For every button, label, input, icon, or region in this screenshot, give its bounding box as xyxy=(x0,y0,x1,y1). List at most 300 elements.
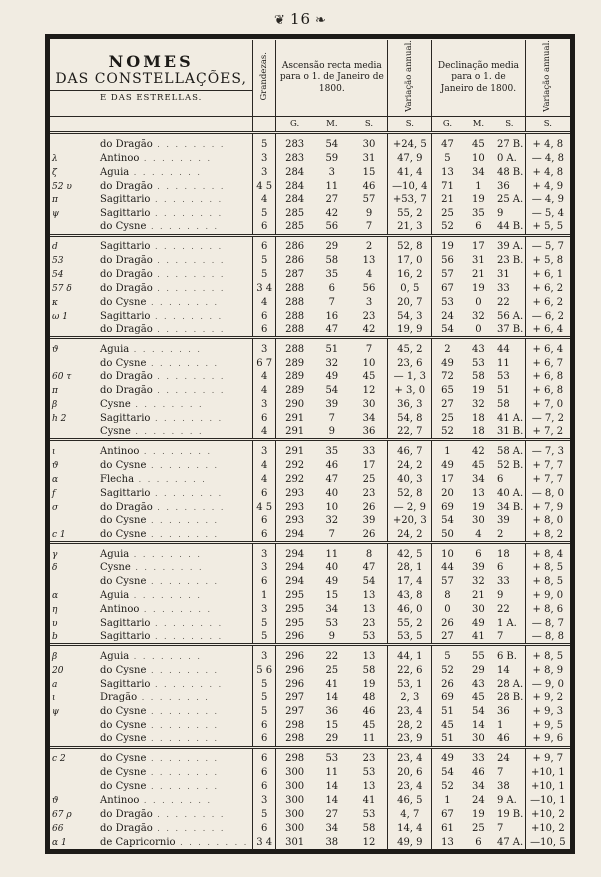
star-designation: ψ xyxy=(52,707,60,718)
dec-seconds-value: 14 xyxy=(497,664,510,676)
dec-degrees-cell: 5 xyxy=(432,650,463,664)
magnitude-cell: 3 4 xyxy=(253,282,276,296)
page-number-text: 16 xyxy=(289,10,312,28)
ra-seconds-cell: 42 xyxy=(362,323,376,335)
star-name-cell xyxy=(50,371,253,385)
ra-annual-variation-cell: 23, 6 xyxy=(388,357,432,371)
dec-minutes-cell: 41 xyxy=(472,630,485,642)
mag-subheader xyxy=(253,117,276,133)
constellation-name: do Dragão xyxy=(100,282,153,294)
magnitude-header xyxy=(253,40,276,117)
ra-seconds-cell: 53 xyxy=(362,808,376,820)
dec-seconds-cell xyxy=(494,501,525,515)
dec-annual-variation-cell: — 7, 2 xyxy=(525,412,570,426)
dec-annual-variation-cell: — 5, 4 xyxy=(525,207,570,221)
dec-seconds-value: 40 xyxy=(497,487,510,499)
ra-annual-variation-cell: 20, 6 xyxy=(388,766,432,780)
annual-variation-dec-header xyxy=(525,40,570,117)
magnitude-cell: 3 xyxy=(253,561,276,575)
table-row xyxy=(50,324,570,338)
ra-seconds-cell: 12 xyxy=(362,385,376,397)
dec-minutes-cell: 10 xyxy=(472,152,485,164)
dec-minutes-cell: 0 xyxy=(475,323,482,335)
ra-minutes-cell: 7 xyxy=(328,413,335,425)
constellation-name: Aguia xyxy=(100,166,130,178)
dec-annual-variation-cell: +10, 1 xyxy=(525,780,570,794)
ra-degrees-cell: 292 xyxy=(276,459,313,473)
dec-annual-variation-cell: + 8, 5 xyxy=(525,575,570,589)
leader-dots: . . . . . . . . xyxy=(152,270,226,280)
dec-seconds-cell xyxy=(494,296,525,310)
ra-minutes-cell: 49 xyxy=(325,576,339,588)
star-designation: η xyxy=(52,604,58,615)
constellation-name: do Dragão xyxy=(100,180,153,192)
star-designation: ϑ xyxy=(52,460,59,471)
table-row xyxy=(50,752,570,766)
leader-dots: . . . . . . . . xyxy=(146,665,220,675)
dec-annual-variation-cell: + 4, 8 xyxy=(525,166,570,180)
dec-annual-variation-cell: + 8, 5 xyxy=(525,650,570,664)
star-name-cell xyxy=(50,296,253,310)
constellation-name: Sagittario xyxy=(100,241,151,253)
dec-degrees-cell: 20 xyxy=(432,487,463,501)
magnitude-cell: 5 xyxy=(253,207,276,221)
dec-annual-variation-cell: + 6, 8 xyxy=(525,384,570,398)
dec-degrees-cell: 49 xyxy=(432,752,463,766)
star-name-cell xyxy=(50,752,253,766)
ra-degrees-cell: 294 xyxy=(276,561,313,575)
dec-seconds-value: 47 xyxy=(497,836,510,848)
star-name-cell xyxy=(50,705,253,719)
ra-minutes-cell: 59 xyxy=(325,152,339,164)
dec-minutes-cell: 58 xyxy=(472,371,485,383)
dec-seconds-value: 7 xyxy=(497,767,504,779)
ra-annual-variation-cell: 2, 3 xyxy=(388,692,432,706)
ra-annual-variation-cell: +20, 3 xyxy=(388,515,432,529)
ra-minutes-cell: 6 xyxy=(328,282,335,294)
dec-annual-variation-cell: —10, 1 xyxy=(525,794,570,808)
constellation-name: do Dragão xyxy=(100,822,153,834)
ra-minutes-cell: 38 xyxy=(325,836,339,848)
constellation-name: do Cysne xyxy=(100,664,147,676)
dec-direction: B. xyxy=(506,650,517,662)
constellation-name: Cysne xyxy=(100,562,131,574)
leader-dots: . . . . . . . . xyxy=(146,768,219,778)
dec-minutes-cell: 24 xyxy=(472,794,485,806)
ra-minutes-cell: 27 xyxy=(325,194,339,206)
dec-annual-variation-cell: +10, 2 xyxy=(525,822,570,836)
dec-direction: A. xyxy=(512,241,524,253)
star-name-cell xyxy=(50,193,253,207)
ra-minutes-cell: 9 xyxy=(328,630,335,642)
star-designation: 66 xyxy=(52,823,64,834)
leader-dots: . . . . . . . . xyxy=(129,549,202,559)
magnitude-cell: 4 5 xyxy=(253,180,276,194)
dec-annual-variation-cell: + 6, 2 xyxy=(525,282,570,296)
dec-minutes-cell: 17 xyxy=(472,241,485,253)
star-name-cell xyxy=(50,473,253,487)
ra-seconds-cell: 57 xyxy=(362,194,376,206)
dec-degrees-cell: 67 xyxy=(432,282,463,296)
magnitude-cell: 4 5 xyxy=(253,501,276,515)
dec-seconds-cell xyxy=(494,719,525,733)
ra-seconds-subheader: S. xyxy=(351,117,388,133)
dec-minutes-cell: 21 xyxy=(472,269,485,281)
dec-seconds-value: 33 xyxy=(497,282,510,294)
leader-dots: . . . . . . . . xyxy=(130,563,204,573)
ra-degrees-cell: 295 xyxy=(276,589,313,603)
table-row xyxy=(50,822,570,836)
dec-degrees-cell: 13 xyxy=(432,836,463,850)
constellation-name: Cysne xyxy=(100,426,131,438)
constellation-name: de Cysne xyxy=(100,767,147,779)
table-row xyxy=(50,180,570,194)
dec-minutes-cell: 25 xyxy=(472,822,485,834)
ra-minutes-cell: 10 xyxy=(325,501,339,513)
dec-seconds-cell xyxy=(494,166,525,180)
ra-annual-variation-cell: +24, 5 xyxy=(388,138,432,152)
table-row xyxy=(50,412,570,426)
star-name-cell xyxy=(50,631,253,645)
dec-seconds-value: 56 xyxy=(497,310,510,322)
table-row xyxy=(50,138,570,152)
table-row xyxy=(50,780,570,794)
dec-minutes-cell: 19 xyxy=(472,282,485,294)
ra-degrees-cell: 298 xyxy=(276,752,313,766)
ra-annual-variation-cell: 47, 9 xyxy=(388,152,432,166)
ra-seconds-cell: 4 xyxy=(365,269,373,281)
ra-seconds-cell: 13 xyxy=(362,590,376,602)
star-name-cell xyxy=(50,603,253,617)
ra-seconds-cell: 53 xyxy=(362,767,376,779)
ra-annual-variation-cell: 28, 2 xyxy=(388,719,432,733)
ra-seconds-cell: 58 xyxy=(362,822,376,834)
dec-seconds-value: 6 xyxy=(497,562,504,574)
magnitude-cell: 3 xyxy=(253,445,276,459)
table-row xyxy=(50,282,570,296)
dec-degrees-cell: 52 xyxy=(432,221,463,235)
ra-seconds-cell: 31 xyxy=(362,152,376,164)
ra-degrees-cell: 288 xyxy=(276,296,313,310)
magnitude-cell: 3 xyxy=(253,650,276,664)
dec-minutes-cell: 32 xyxy=(472,576,485,588)
leader-dots: . . . . . . . . xyxy=(152,372,226,382)
ra-degrees-cell: 296 xyxy=(276,650,313,664)
leader-dots: . . . . . . . . xyxy=(152,283,226,293)
constellation-name: do Dragão xyxy=(100,255,153,267)
dec-direction: B. xyxy=(512,323,524,335)
dec-direction: B. xyxy=(512,459,524,471)
magnitude-cell: 6 xyxy=(253,780,276,794)
ra-minutes-cell: 29 xyxy=(325,733,339,745)
star-name-cell xyxy=(50,808,253,822)
star-name-cell xyxy=(50,822,253,836)
leader-dots: . . . . . . . . xyxy=(150,631,224,641)
dec-degrees-cell: 71 xyxy=(432,180,463,194)
dec-annual-variation-cell: + 7, 7 xyxy=(525,473,570,487)
star-designation: c 2 xyxy=(52,754,66,765)
magnitude-header-label: Grandezas. xyxy=(258,51,269,101)
star-designation: c 1 xyxy=(52,529,66,540)
dec-direction: B. xyxy=(512,692,524,704)
ra-minutes-cell: 11 xyxy=(325,548,339,560)
dec-annual-variation-cell: — 4, 9 xyxy=(525,193,570,207)
dec-seconds-value: 2 xyxy=(497,528,504,540)
dec-direction: B. xyxy=(512,138,524,150)
dec-direction: A. xyxy=(512,678,524,690)
leader-dots: . . . . . . . . xyxy=(152,256,226,266)
table-row xyxy=(50,357,570,371)
table-row xyxy=(50,384,570,398)
ra-seconds-cell: 46 xyxy=(362,706,376,718)
ra-degrees-cell: 300 xyxy=(276,766,313,780)
star-name-cell xyxy=(50,357,253,371)
ra-seconds-cell: 45 xyxy=(362,720,376,732)
ra-degrees-cell: 300 xyxy=(276,808,313,822)
table-row xyxy=(50,459,570,473)
dec-direction: A. xyxy=(512,310,524,322)
table-row xyxy=(50,808,570,822)
star-name-cell xyxy=(50,836,253,850)
ra-annual-variation-cell: 23, 4 xyxy=(388,752,432,766)
dec-annual-variation-cell: + 6, 1 xyxy=(525,268,570,282)
ra-minutes-cell: 39 xyxy=(325,399,339,411)
ra-annual-variation-cell: 52, 8 xyxy=(388,487,432,501)
dec-annual-variation-cell: +10, 2 xyxy=(525,808,570,822)
ra-minutes-cell: 42 xyxy=(325,208,339,220)
constellation-name: do Dragão xyxy=(100,808,153,820)
dec-seconds-value: 39 xyxy=(497,515,510,527)
dec-annual-variation-cell: — 8, 7 xyxy=(525,617,570,631)
dec-seconds-value: 52 xyxy=(497,459,510,471)
leader-dots: . . . . . . . . xyxy=(175,837,249,847)
ra-degrees-cell: 294 xyxy=(276,548,313,562)
leader-dots: . . . . . . . . xyxy=(152,139,226,149)
table-row xyxy=(50,617,570,631)
constellation-name: de Capricornio xyxy=(100,836,176,848)
dec-annual-variation-cell: +10, 1 xyxy=(525,766,570,780)
star-name-cell xyxy=(50,515,253,529)
star-designation: π xyxy=(52,386,58,397)
constellation-name: do Dragão xyxy=(100,385,153,397)
dec-degrees-cell: 26 xyxy=(432,678,463,692)
constellation-name: do Cysne xyxy=(100,753,147,765)
star-name-cell xyxy=(50,617,253,631)
dec-seconds-value: 19 xyxy=(497,808,510,820)
ra-degrees-cell: 288 xyxy=(276,324,313,338)
table-row xyxy=(50,254,570,268)
ra-seconds-cell: 13 xyxy=(362,650,376,662)
table-row xyxy=(50,575,570,589)
star-name-cell xyxy=(50,719,253,733)
ra-degrees-cell: 298 xyxy=(276,733,313,747)
dec-minutes-cell: 32 xyxy=(472,310,485,322)
dec-seconds-value: 33 xyxy=(497,576,510,588)
dec-seconds-value: 1 xyxy=(497,720,504,732)
dec-annual-variation-cell: + 8, 5 xyxy=(525,561,570,575)
star-name-cell xyxy=(50,166,253,180)
ra-annual-variation-cell: 22, 7 xyxy=(388,426,432,440)
table-row xyxy=(50,603,570,617)
star-designation: h 2 xyxy=(52,414,67,425)
dec-seconds-value: 44 xyxy=(497,343,510,355)
annual-variation-ra-header xyxy=(388,40,432,117)
ra-annual-variation-cell: 55, 2 xyxy=(388,207,432,221)
magnitude-cell: 4 xyxy=(253,371,276,385)
leader-dots: . . . . . . . . xyxy=(152,181,226,191)
dec-degrees-cell: 13 xyxy=(432,166,463,180)
star-designation: ϑ xyxy=(52,795,59,806)
dec-degrees-cell: 52 xyxy=(432,426,463,440)
ra-minutes-cell: 36 xyxy=(325,706,339,718)
dec-annual-variation-cell: — 8, 8 xyxy=(525,631,570,645)
dec-seconds-value: 27 xyxy=(497,138,510,150)
star-designation: α xyxy=(52,591,59,602)
star-designation: β xyxy=(52,651,58,662)
star-name-cell xyxy=(50,548,253,562)
dec-degrees-cell: 25 xyxy=(432,412,463,426)
magnitude-cell: 5 xyxy=(253,631,276,645)
dec-seconds-cell xyxy=(494,268,525,282)
ra-minutes-cell: 46 xyxy=(325,459,339,471)
table-row xyxy=(50,221,570,235)
dec-degrees-cell: 5 xyxy=(432,152,463,166)
ra-annual-variation-cell: 23, 4 xyxy=(388,705,432,719)
ra-degrees-cell: 298 xyxy=(276,719,313,733)
dec-annual-variation-cell: + 8, 0 xyxy=(525,515,570,529)
magnitude-cell: 6 xyxy=(253,412,276,426)
ra-annual-variation-cell: 44, 1 xyxy=(388,650,432,664)
star-designation: 52 υ xyxy=(52,181,72,192)
table-row xyxy=(50,445,570,459)
ra-annual-variation-cell: 52, 8 xyxy=(388,240,432,254)
dec-degrees-cell: 54 xyxy=(432,515,463,529)
magnitude-cell: 6 7 xyxy=(253,357,276,371)
constellation-name: Antinoo xyxy=(100,446,140,458)
table-row xyxy=(50,152,570,166)
dec-seconds-cell xyxy=(494,426,525,440)
dec-degrees-cell: 67 xyxy=(432,808,463,822)
dec-seconds-cell xyxy=(494,152,525,166)
leader-dots: . . . . . . . . xyxy=(129,344,202,354)
dec-minutes-cell: 30 xyxy=(472,603,485,615)
ra-minutes-cell: 15 xyxy=(325,720,339,732)
dec-seconds-cell xyxy=(494,678,525,692)
star-designation: λ xyxy=(52,153,58,164)
ra-degrees-cell: 296 xyxy=(276,664,313,678)
ra-minutes-cell: 22 xyxy=(325,650,339,662)
ra-degrees-cell: 293 xyxy=(276,515,313,529)
magnitude-cell: 3 xyxy=(253,166,276,180)
star-name-cell xyxy=(50,412,253,426)
annual-variation-ra-label: Variação annual. xyxy=(404,40,415,112)
dec-direction: B. xyxy=(512,221,524,233)
dec-annual-variation-cell: —10, 5 xyxy=(525,836,570,850)
dec-seconds-cell xyxy=(494,487,525,501)
magnitude-cell: 6 xyxy=(253,752,276,766)
dec-minutes-cell: 30 xyxy=(472,515,485,527)
star-name-cell xyxy=(50,459,253,473)
star-name-cell xyxy=(50,282,253,296)
star-name-cell xyxy=(50,254,253,268)
magnitude-cell: 5 xyxy=(253,268,276,282)
constellation-name: do Dragão xyxy=(100,269,153,281)
ra-degrees-cell: 296 xyxy=(276,631,313,645)
leader-dots: . . . . . . . . xyxy=(146,707,220,717)
catalog-body xyxy=(50,133,570,850)
leader-dots: . . . . . . . . xyxy=(150,311,224,321)
dec-seconds-cell xyxy=(494,705,525,719)
dec-degrees-cell: 19 xyxy=(432,240,463,254)
dec-seconds-cell xyxy=(494,207,525,221)
leader-dots: . . . . . . . . xyxy=(152,502,226,512)
dec-seconds-value: 23 xyxy=(497,255,510,267)
ra-seconds-cell: 48 xyxy=(362,692,376,704)
table-row xyxy=(50,719,570,733)
dec-annual-variation-cell: — 9, 0 xyxy=(525,678,570,692)
constellation-name: do Cysne xyxy=(100,576,147,588)
table-row xyxy=(50,268,570,282)
ra-minutes-cell: 25 xyxy=(325,664,339,676)
dec-degrees-cell: 61 xyxy=(432,822,463,836)
star-designation: ι xyxy=(52,693,56,704)
ra-seconds-cell: 26 xyxy=(362,501,376,513)
ra-degrees-cell: 297 xyxy=(276,692,313,706)
dec-seconds-subheader: S. xyxy=(494,117,525,133)
ra-annual-variation-cell: 21, 3 xyxy=(388,221,432,235)
ra-degrees-cell: 296 xyxy=(276,678,313,692)
ra-minutes-cell: 58 xyxy=(325,255,339,267)
dec-degrees-cell: 1 xyxy=(432,445,463,459)
dec-annual-variation-cell: + 9, 7 xyxy=(525,752,570,766)
constellation-name: Aguia xyxy=(100,343,130,355)
ra-seconds-cell: 13 xyxy=(362,603,376,615)
table-row xyxy=(50,548,570,562)
ra-degrees-cell: 284 xyxy=(276,166,313,180)
magnitude-cell: 5 xyxy=(253,617,276,631)
ra-seconds-cell: 12 xyxy=(362,836,376,848)
magnitude-cell: 5 xyxy=(253,692,276,706)
ra-degrees-cell: 295 xyxy=(276,603,313,617)
dec-direction: A. xyxy=(506,794,517,806)
table-row xyxy=(50,343,570,357)
dec-seconds-cell xyxy=(494,780,525,794)
dec-degrees-cell: 0 xyxy=(432,603,463,617)
dec-seconds-value: 28 xyxy=(497,678,510,690)
magnitude-cell: 6 xyxy=(253,822,276,836)
magnitude-cell: 6 xyxy=(253,528,276,542)
ra-minutes-cell: 47 xyxy=(325,473,339,485)
leader-dots: . . . . . . . . xyxy=(146,734,220,744)
constellation-name: do Cysne xyxy=(100,706,147,718)
ra-annual-variation-cell: 43, 8 xyxy=(388,589,432,603)
star-name-cell xyxy=(50,152,253,166)
ra-minutes-cell: 7 xyxy=(328,296,335,308)
leader-dots: . . . . . . . . xyxy=(129,167,202,177)
ra-annual-variation-cell: — 1, 3 xyxy=(388,371,432,385)
dec-degrees-cell: 25 xyxy=(432,207,463,221)
ra-annual-variation-cell: 53, 5 xyxy=(388,631,432,645)
ra-degrees-cell: 288 xyxy=(276,343,313,357)
ra-seconds-cell: 30 xyxy=(362,138,376,150)
magnitude-cell: 3 xyxy=(253,152,276,166)
dec-annual-variation-cell: + 9, 5 xyxy=(525,719,570,733)
ra-seconds-cell: 56 xyxy=(362,282,376,294)
ra-seconds-cell: 36 xyxy=(362,426,376,438)
magnitude-cell: 4 xyxy=(253,473,276,487)
leader-dots: . . . . . . . . xyxy=(139,795,213,805)
constellation-name: do Cysne xyxy=(100,733,147,745)
